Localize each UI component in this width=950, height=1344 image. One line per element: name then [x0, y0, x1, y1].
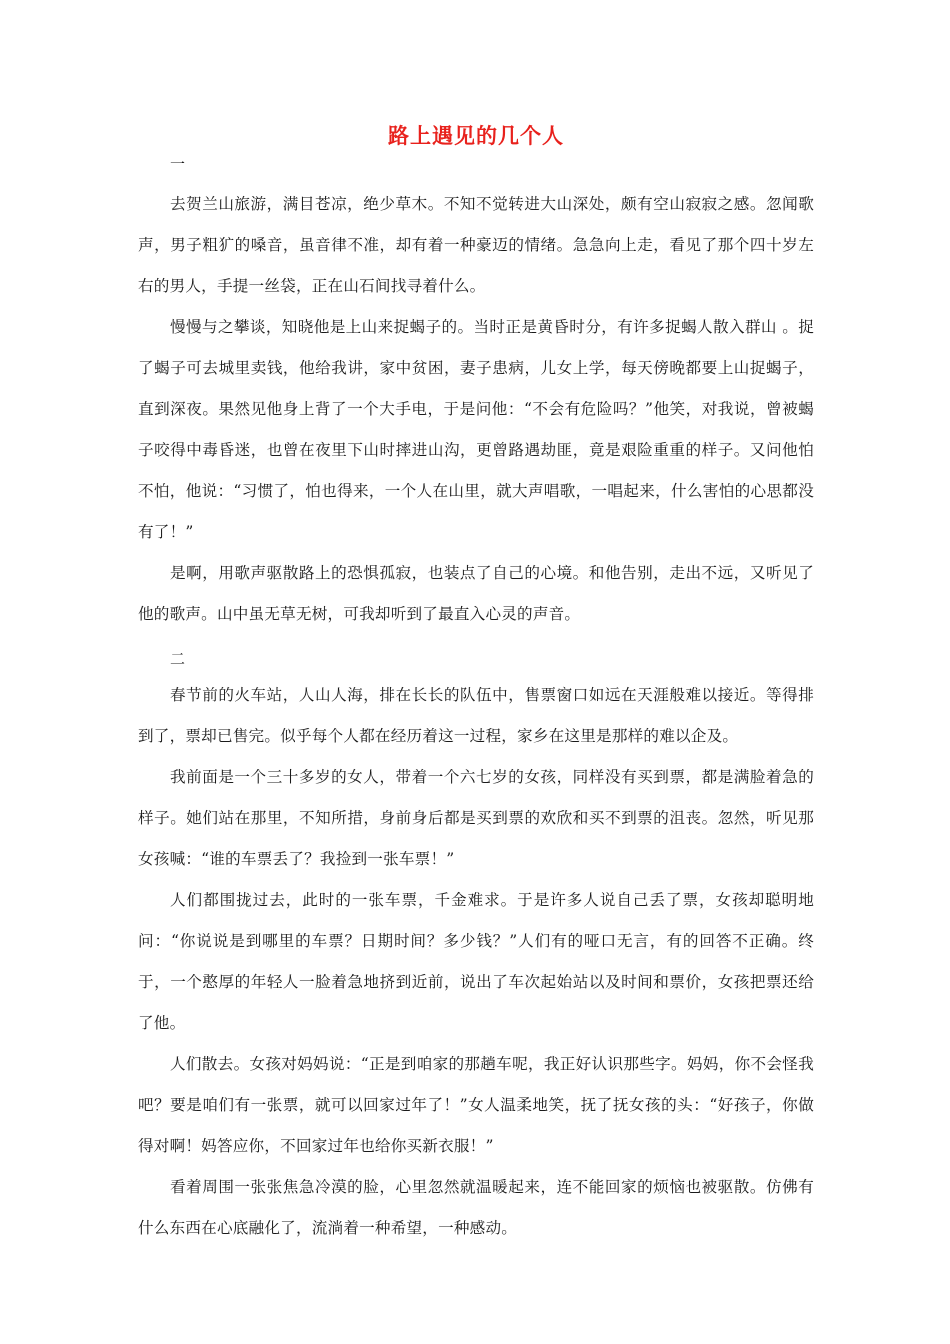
paragraph: 人们都围拢过去，此时的一张车票，千金难求。于是许多人说自己丢了票，女孩却聪明地问：“你说说是到哪里的车票？日期时间？多少钱？”人们有的哑口无言，有的回答不正确。终于，一个憨厚的年轻人一脸着急地挤到近前，说出了车次起始站以及时间和票价，女孩把票还给了他。	[138, 891, 814, 1032]
paragraph: 是啊，用歌声驱散路上的恐惧孤寂，也装点了自己的心境。和他告别，走出不远，又听见了他的歌声。山中虽无草无树，可我却听到了最直入心灵的声音。	[138, 564, 814, 623]
section-two	[138, 649, 814, 1249]
paragraph: 我前面是一个三十多岁的女人，带着一个六七岁的女孩，同样没有买到票，都是满脸着急的样子。她们站在那里，不知所措，身前身后都是买到票的欢欣和买不到票的沮丧。忽然，听见那女孩喊：“谁的车票丢了？我捡到一张车票！”	[138, 768, 814, 868]
section-mark-two: 二	[170, 650, 186, 668]
section-one	[138, 154, 814, 635]
document-title: 路上遇见的几个人	[388, 123, 564, 148]
paragraph: 去贺兰山旅游，满目苍凉，绝少草木。不知不觉转进大山深处，颇有空山寂寂之感。忽闻歌声，男子粗犷的嗓音，虽音律不准，却有着一种豪迈的情绪。急急向上走，看见了那个四十岁左右的男人，手提一丝袋，正在山石间找寻着什么。	[138, 195, 814, 295]
paragraph: 春节前的火车站，人山人海，排在长长的队伍中，售票窗口如远在天涯般难以接近。等得排到了，票却已售完。似乎每个人都在经历着这一过程，家乡在这里是那样的难以企及。	[138, 686, 814, 745]
paragraph: 看着周围一张张焦急冷漠的脸，心里忽然就温暖起来，连不能回家的烦恼也被驱散。仿佛有什么东西在心底融化了，流淌着一种希望，一种感动。	[138, 1178, 814, 1237]
paragraph: 慢慢与之攀谈，知晓他是上山来捉蝎子的。当时正是黄昏时分，有许多捉蝎人散入群山 。捉了蝎子可去城里卖钱，他给我讲，家中贫困，妻子患病，儿女上学，每天傍晚都要上山捉蝎子，直到深夜。果然见他身上背了一个大手电，于是问他：“不会有危险吗？”他笑，对我说，曾被蝎子咬得中毒昏迷，也曾在夜里下山时摔进山沟，更曾路遇劫匪，竟是艰险重重的样子。又问他怕不怕，他说：“习惯了，怕也得来，一个人在山里，就大声唱歌，一唱起来，什么害怕的心思都没有了！”	[138, 318, 814, 541]
document-page	[138, 118, 814, 1249]
section-mark-one: 一	[170, 155, 186, 173]
paragraph: 人们散去。女孩对妈妈说：“正是到咱家的那趟车呢，我正好认识那些字。妈妈，你不会怪我吧？要是咱们有一张票，就可以回家过年了！”女人温柔地笑，抚了抚女孩的头：“好孩子，你做得对啊！妈答应你，不回家过年也给你买新衣服！”	[138, 1055, 814, 1155]
